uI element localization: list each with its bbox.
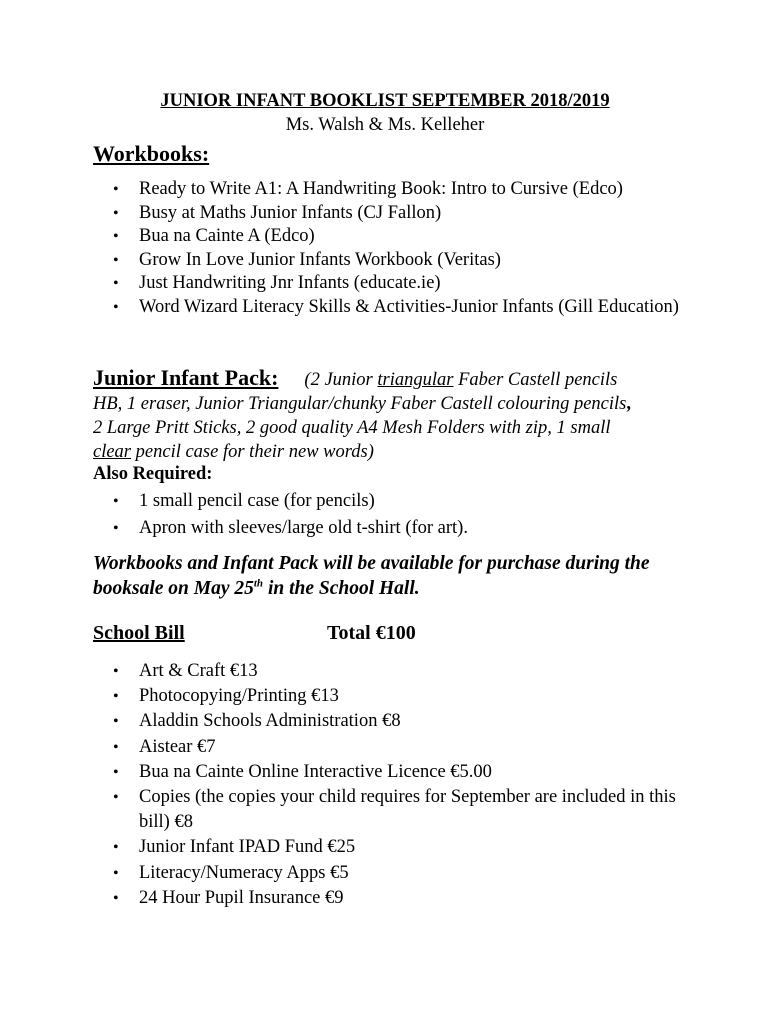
pack-text-underlined: clear [93, 442, 132, 462]
also-required-list [93, 488, 693, 542]
notice-text: in the School Hall. [263, 578, 420, 599]
school-bill-list [93, 659, 693, 911]
pack-text: (2 Junior [304, 370, 378, 390]
list-item: • Copies (the copies your child requires for September are included in this bill) €8 [93, 785, 693, 835]
list-item: • Grow In Love Junior Infants Workbook (Veritas) [93, 249, 693, 273]
list-item: • Aladdin Schools Administration €8 [93, 709, 693, 734]
notice-text: Workbooks and Infant Pack will be available for purchase during the booksale on May 25 [93, 553, 650, 599]
infant-pack-paragraph [93, 366, 633, 464]
list-item: • Ready to Write A1: A Handwriting Book: Intro to Cursive (Edco) [93, 178, 693, 202]
list-item: • Word Wizard Literacy Skills & Activities-Junior Infants (Gill Education) [93, 296, 693, 320]
pack-text: pencil case for their new words) [131, 442, 374, 462]
pack-comma: , [626, 394, 631, 414]
list-item: • Photocopying/Printing €13 [93, 684, 693, 709]
teachers-line: Ms. Walsh & Ms. Kelleher [285, 115, 485, 135]
list-item: • Literacy/Numeracy Apps €5 [93, 861, 693, 886]
list-item: • Art & Craft €13 [93, 659, 693, 684]
list-item: • Busy at Maths Junior Infants (CJ Fallon) [93, 202, 693, 226]
school-bill-total: Total €100 [327, 622, 416, 644]
pack-text: Faber Castell pencils HB, 1 eraser, Junior Triangular/chunky Faber Castell colouring pencils [93, 370, 627, 414]
list-item: • Just Handwriting Jnr Infants (educate.ie) [93, 272, 693, 296]
list-item: • Bua na Cainte A (Edco) [93, 225, 693, 249]
list-item: • 1 small pencil case (for pencils) [93, 488, 693, 515]
list-item: • Aistear €7 [93, 735, 693, 760]
list-item: • Junior Infant IPAD Fund €25 [93, 835, 693, 860]
workbooks-heading: Workbooks: [93, 141, 210, 166]
list-item: • Bua na Cainte Online Interactive Licence €5.00 [93, 760, 693, 785]
infant-pack-heading: Junior Infant Pack: [93, 365, 279, 390]
also-required-heading: Also Required: [93, 464, 213, 484]
notice-superscript: th [253, 577, 264, 590]
list-item: • 24 Hour Pupil Insurance €9 [93, 886, 693, 911]
page-title: JUNIOR INFANT BOOKLIST SEPTEMBER 2018/2019 [160, 91, 610, 111]
list-item: • Apron with sleeves/large old t-shirt (for art). [93, 515, 693, 542]
pack-text-underlined: triangular [377, 370, 454, 390]
school-bill-heading: School Bill [93, 622, 185, 644]
pack-text: 2 Large Pritt Sticks, 2 good quality A4 Mesh Folders with zip, 1 small [93, 418, 611, 438]
booksale-notice [93, 551, 653, 601]
workbooks-list [93, 178, 693, 319]
